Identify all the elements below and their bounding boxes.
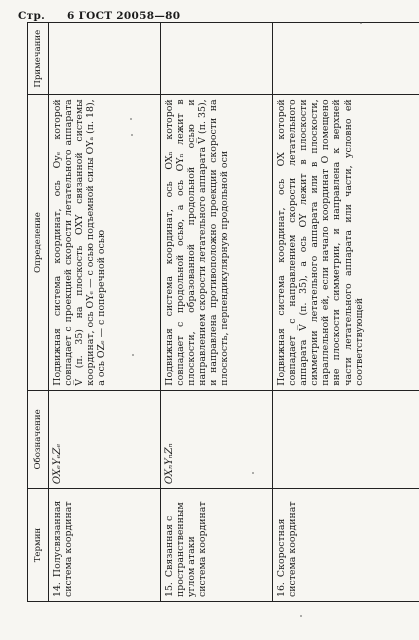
standard-number: ГОСТ 20058—80	[78, 10, 181, 22]
symbol-cell: OXₙYₙZₙ	[161, 390, 273, 488]
column-header-term: Термин	[28, 489, 49, 602]
terms-table	[27, 22, 419, 602]
term-cell	[49, 489, 161, 602]
table-row	[273, 23, 419, 602]
definition-cell: Подвижная система координат, ось OXₙ которой совпадает с продольной осью, а ось OYₙ лежит в плоскости, образованной продольной осью и направлением скорости летательного аппарата V̅ (п. 35), и направлена противоположно проекции скорости на плоскость, перпендикулярную продольной оси	[161, 95, 273, 390]
note-cell	[161, 23, 273, 95]
term-cell	[273, 489, 419, 602]
table-row	[49, 23, 161, 602]
table-row	[161, 23, 273, 602]
scan-speck	[131, 134, 133, 136]
page-number: 6	[67, 10, 75, 22]
column-header-symbol: Обозначение	[28, 390, 49, 488]
term-text: Связанная с пространственным углом атаки система координат	[164, 501, 209, 597]
table-header-row	[28, 23, 49, 602]
scan-speck	[360, 22, 362, 24]
note-cell	[273, 23, 419, 95]
symbol-cell: OXₑYₑZₑ	[49, 390, 161, 488]
term-cell	[161, 489, 273, 602]
term-number: 15.	[164, 582, 175, 597]
term-number: 16.	[276, 582, 287, 597]
term-text: Скоростная система координат	[276, 501, 299, 597]
term-text: Полусвязанная система координат	[52, 500, 75, 597]
column-header-definition: Определение	[28, 95, 49, 390]
scan-speck	[300, 615, 302, 617]
scan-speck	[130, 118, 132, 120]
scan-speck	[132, 354, 134, 356]
scan-speck	[252, 472, 254, 474]
definition-cell: Подвижная система координат, ось Oyₑ которой совпадает с проекцией скорости летательного аппарата V̅ (п. 35) на плоскость OXY связанной системы координат, ось OYₑ — с осью подъемной силы OYₐ (п. 18), а ось OZₑ — с поперечной осью	[49, 95, 161, 390]
symbol-cell	[273, 390, 419, 488]
page-label: Стр.	[18, 10, 46, 22]
page-header	[18, 10, 180, 22]
note-cell	[49, 23, 161, 95]
column-header-note: Примечание	[28, 23, 49, 95]
definition-cell: Подвижная система координат, ось OX которой совпадает с направлением скорости летательного аппарата V̅ (п. 35), а ось OY лежит в плоскости симметрии летательного аппарата или в плоскости, параллельной ей, если начало координат O помещено вне плоскости симметрии, и направлена к верхней части летательного аппарата или части, условно ей соответствующей	[273, 95, 419, 390]
rotated-table-sheet	[27, 22, 405, 602]
term-number: 14.	[52, 582, 63, 597]
